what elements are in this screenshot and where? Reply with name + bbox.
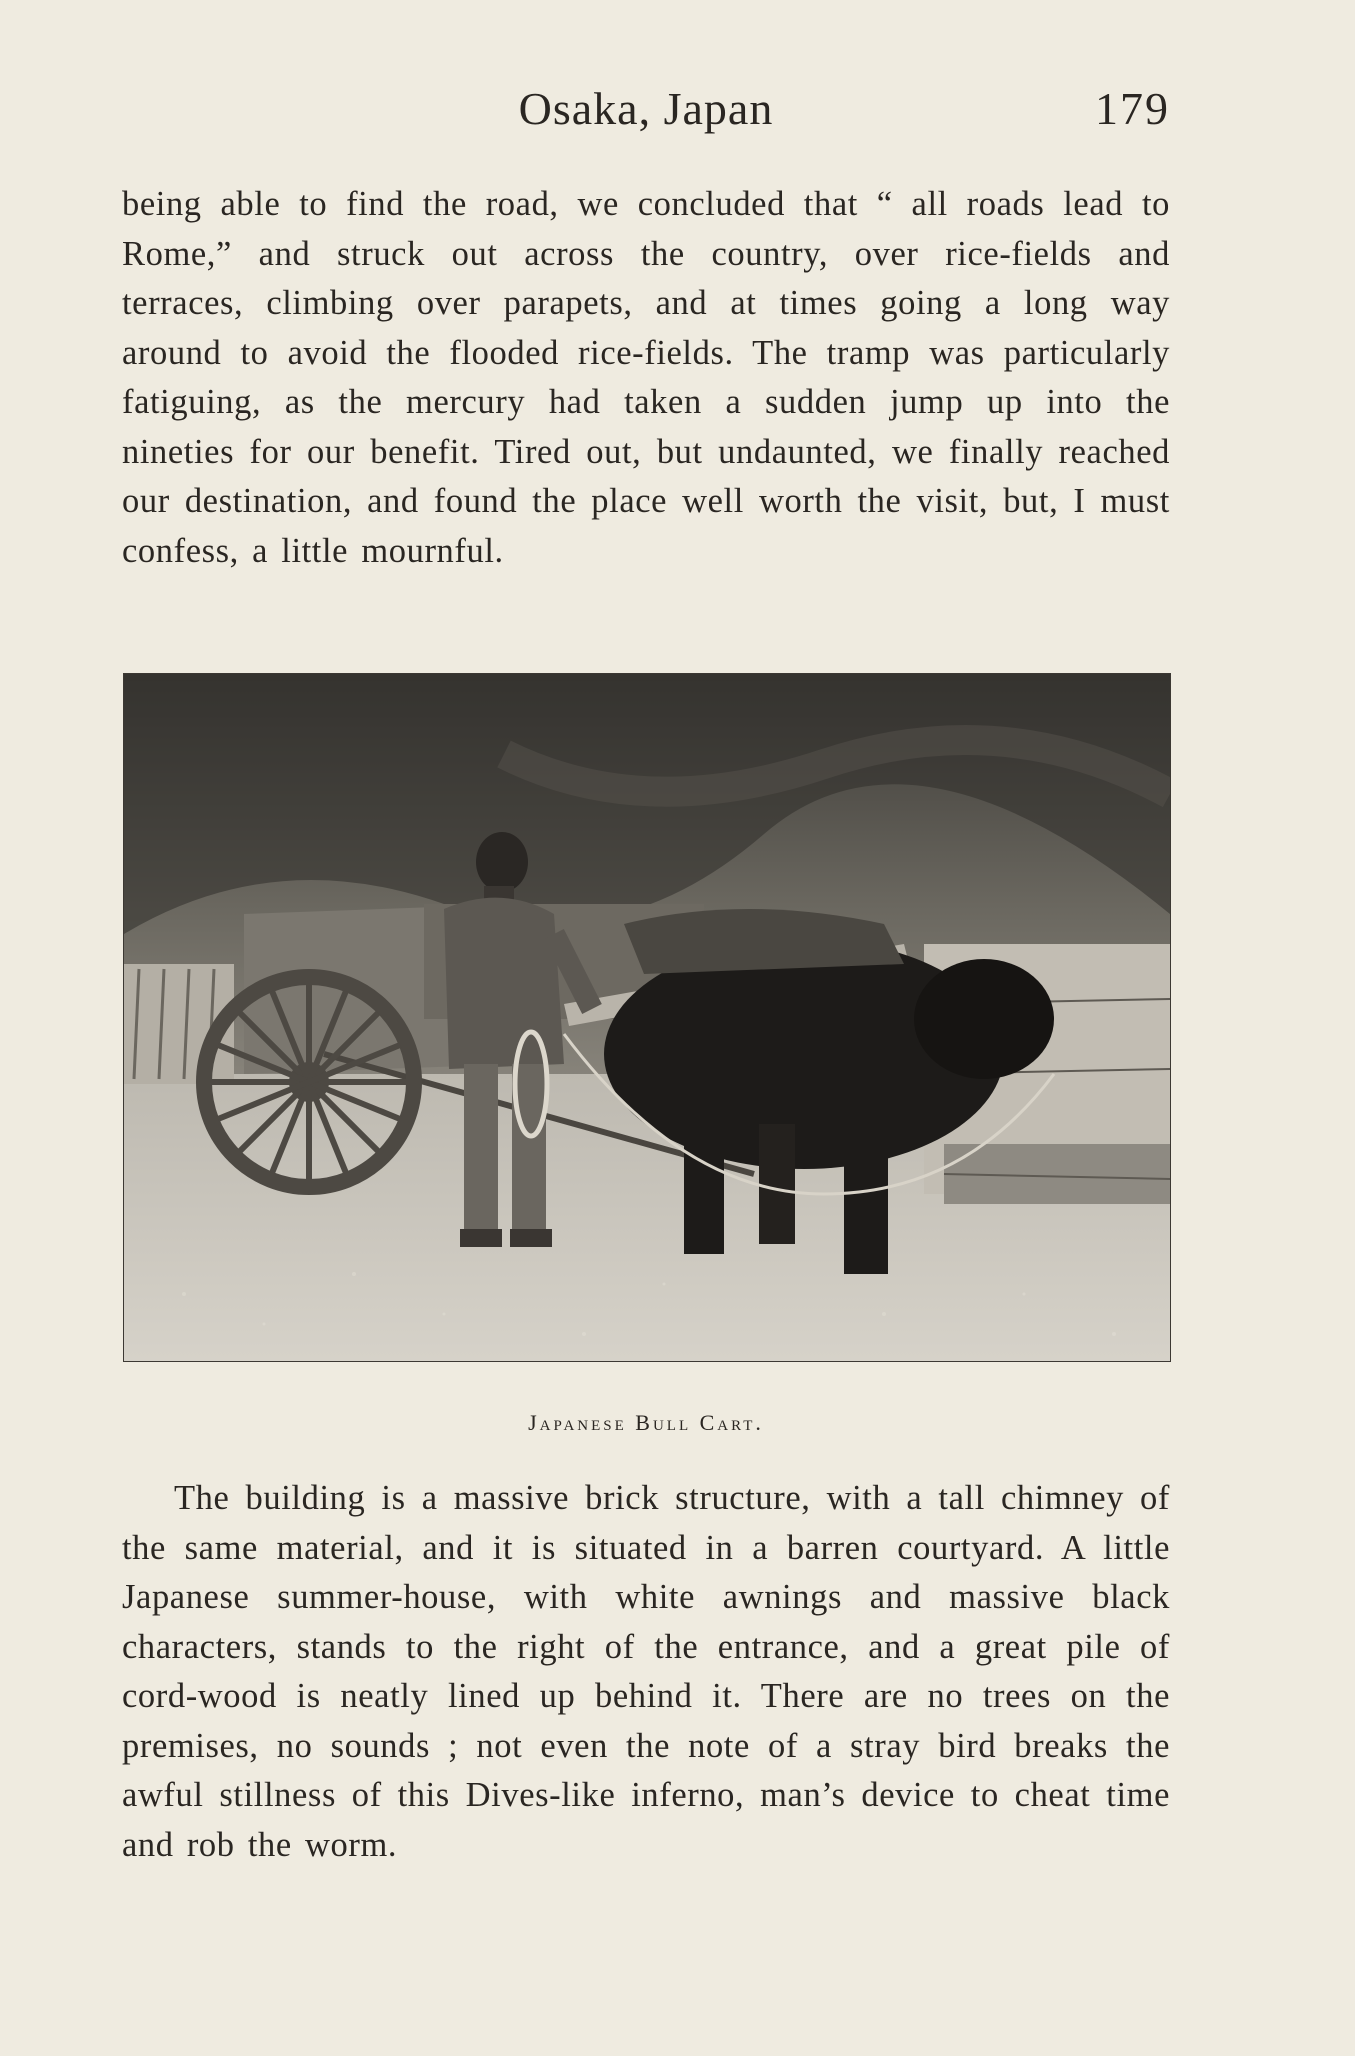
page-number: 179: [1095, 83, 1170, 134]
figure-caption: Japanese Bull Cart.: [528, 1410, 764, 1435]
photo-japanese-bull-cart: [123, 673, 1171, 1362]
running-title: Osaka, Japan: [518, 83, 774, 134]
body-paragraph-1: being able to find the road, we concluded that “ all roads lead to Rome,” and struck out across the country, over rice-fields and terraces, climbing over parapets, and at times going a long way around to avoid the flooded rice-fields. The tramp was particularly fatiguing, as the mercury had taken a sudden jump up into the nineties for our benefit. Tired out, but undaunted, we finally reached our destination, and found the place well worth the visit, but, I must confess, a little mournful.: [122, 185, 1170, 570]
running-head: [122, 82, 1170, 152]
body-paragraph-2: The building is a massive brick structure, with a tall chimney of the same material, and it is situated in a barren courtyard. A little Japanese summer-house, with white awnings and massive black characters, stands to the right of the entrance, and a great pile of cord-wood is neatly lined up behind it. There are no trees on the premises, no sounds ; not even the note of a stray bird breaks the awful stillness of this Dives-like inferno, man’s device to cheat time and rob the worm.: [122, 1479, 1170, 1864]
